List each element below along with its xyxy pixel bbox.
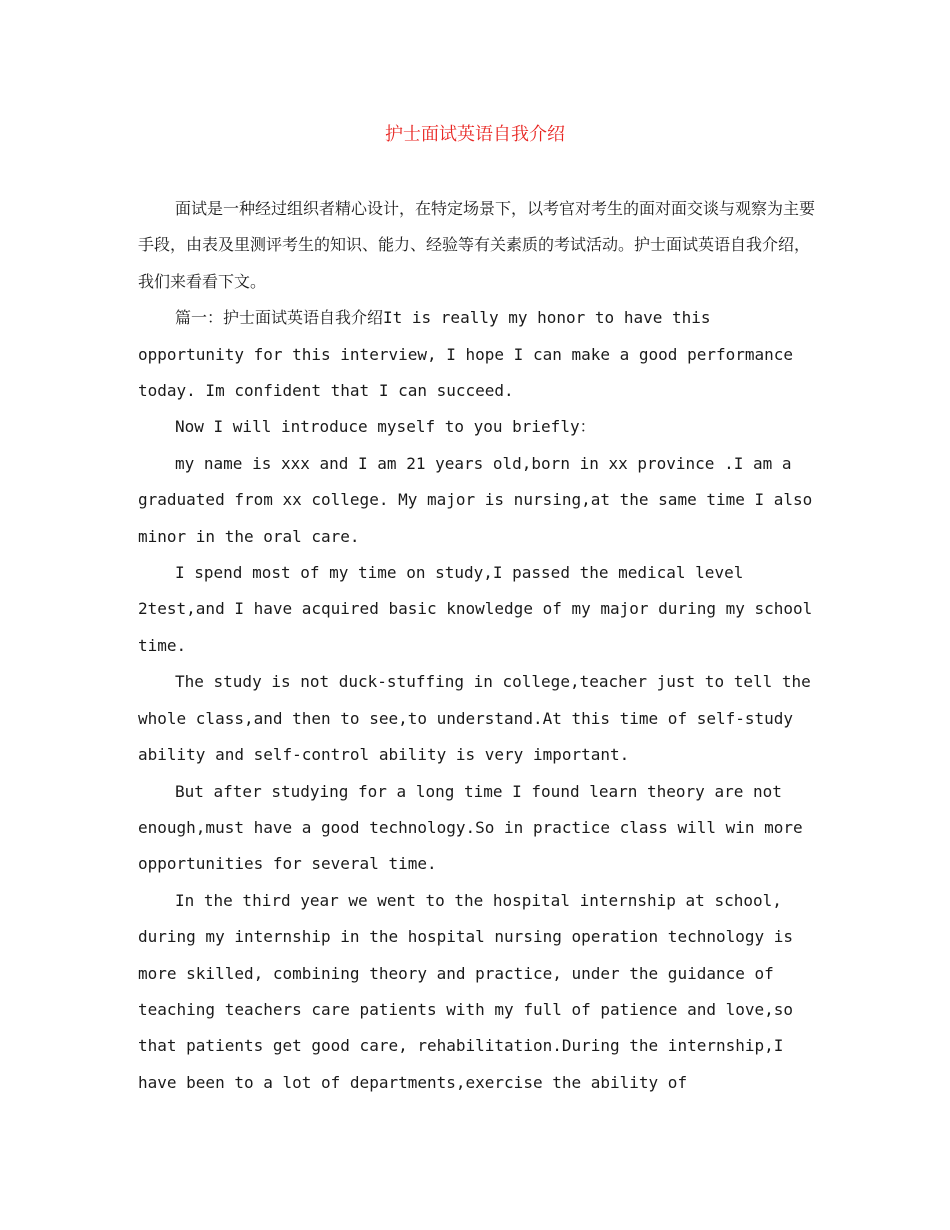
- paragraph-study: I spend most of my time on study,I passed the medical level 2test,and I have acquired basic knowledge of my major during my school time.: [138, 563, 813, 655]
- document-title: 护士面试英语自我介绍: [385, 124, 565, 145]
- paragraph-practice: But after studying for a long time I found learn theory are not enough,must have a good technology.So in practice class will win more opportunities for several time.: [138, 781, 803, 874]
- paragraph-introduce-briefly: Now I will introduce myself to you briefly：: [175, 417, 596, 437]
- paragraph-self-study: The study is not duck-stuffing in college,teacher just to tell the whole class,and then to see,to understand.At this time of self-study ability and self-control ability is very important.: [138, 672, 811, 765]
- paragraph-intro: 面试是一种经过组织者精心设计，在特定场景下，以考官对考生的面对面交谈与观察为主要手段，由表及里测评考生的知识、能力、经验等有关素质的考试活动。护士面试英语自我介绍，我们来看看下文。: [138, 199, 816, 291]
- paragraph-part-one: 篇一：护士面试英语自我介绍It is really my honor to have this opportunity for this interview, I hope I can make a good performance today. Im confident that I can succeed.: [138, 308, 794, 401]
- paragraph-internship: In the third year we went to the hospital internship at school, during my internship in the hospital nursing operation technology is more skilled, combining theory and practice, under the guidance of teaching teachers care patients with my full of patience and love,so that patients get good care, rehabilitation.During the internship,I have been to a lot of departments,exercise the ability of: [138, 890, 794, 1092]
- paragraph-name-and-major: my name is xxx and I am 21 years old,born in xx province .I am a graduated from xx college. My major is nursing,at the same time I also minor in the oral care.: [138, 453, 813, 546]
- document-body: [138, 191, 818, 1101]
